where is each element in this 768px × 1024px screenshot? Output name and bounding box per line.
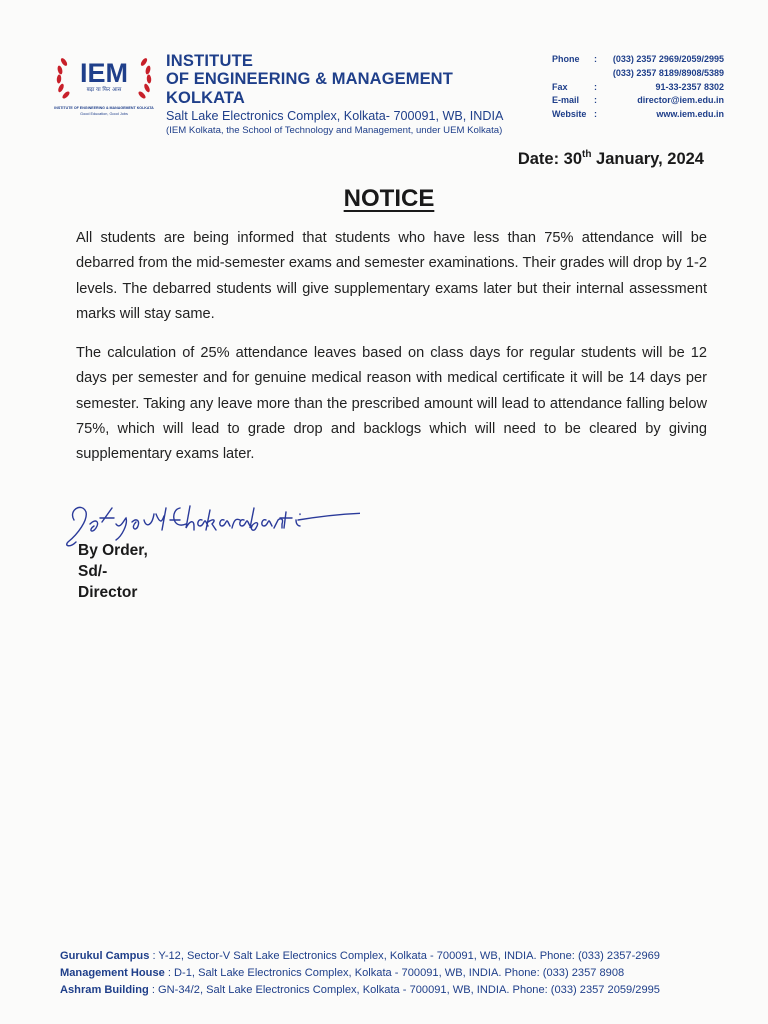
- laurel-logo-icon: [50, 48, 158, 120]
- date-rest: January, 2024: [591, 150, 704, 168]
- notice-date: [518, 149, 704, 169]
- sd-text: Sd/-: [78, 563, 108, 580]
- notice-paragraph-1: All students are being informed that students who have less than 75% attendance will be debarred from the mid-semester exams and semester examinations. Their grades will drop by 1-2 levels. The debarred students will give supplementary exams later but their internal assessment marks will stay same.: [76, 230, 707, 322]
- fax-label: Fax: [552, 81, 568, 92]
- logo-caption-2: Good Education, Good Jobs: [80, 112, 128, 116]
- fax-value: 91-33-2357 8302: [655, 81, 724, 92]
- website-colon: :: [594, 109, 597, 120]
- footer-label-gurukul: Gurukul Campus: [60, 950, 150, 962]
- phone-label: Phone: [552, 54, 580, 64]
- fax-colon: :: [594, 81, 597, 92]
- website-value[interactable]: www.iem.edu.in: [656, 109, 724, 120]
- contact-block: [552, 53, 724, 122]
- email-value[interactable]: director@iem.edu.in: [637, 95, 724, 106]
- signature-block: [78, 540, 148, 603]
- institute-name-line1: INSTITUTE: [166, 52, 254, 70]
- footer-label-ashram: Ashram Building: [60, 984, 149, 996]
- contact-fax-row: [552, 81, 724, 95]
- logo-text: IEM: [79, 58, 129, 88]
- phone-value-1: (033) 2357 2969/2059/2995: [612, 54, 724, 64]
- website-label: Website: [552, 109, 587, 120]
- footer-line-management: [60, 965, 724, 982]
- logo-tagline: बढ़ा या फिर आस: [86, 87, 122, 93]
- date-prefix: Date: 30: [517, 150, 583, 168]
- footer-addresses: [60, 948, 724, 999]
- institute-name-line2: OF ENGINEERING & MANAGEMENT KOLKATA: [166, 70, 453, 107]
- footer-line-ashram: [60, 982, 724, 999]
- iem-logo: [50, 48, 158, 120]
- logo-caption-1: INSTITUTE OF ENGINEERING & MANAGEMENT KOLKATA: [54, 106, 154, 110]
- footer-text-gurukul: : Y-12, Sector-V Salt Lake Electronics Complex, Kolkata - 700091, WB, INDIA. Phone: (033) 2357-2969: [149, 950, 660, 962]
- phone-value-2: (033) 2357 8189/8908/5389: [612, 67, 724, 78]
- contact-phone-row: [552, 53, 724, 67]
- footer-text-management: : D-1, Salt Lake Electronics Complex, Kolkata - 700091, WB, INDIA. Phone: (033) 2357 8908: [164, 967, 625, 979]
- contact-website-row: [552, 108, 724, 122]
- institute-subtitle: (IEM Kolkata, the School of Technology and Management, under UEM Kolkata): [166, 125, 503, 136]
- institute-address: Salt Lake Electronics Complex, Kolkata- 700091, WB, INDIA: [166, 109, 504, 123]
- by-order-text: By Order,: [78, 542, 148, 559]
- footer-text-ashram: : GN-34/2, Salt Lake Electronics Complex, Kolkata - 700091, WB, INDIA. Phone: (033) 2357 2059/2995: [148, 984, 660, 996]
- footer-label-management: Management House: [60, 967, 165, 979]
- email-label: E-mail: [552, 95, 580, 106]
- email-colon: :: [594, 95, 597, 106]
- footer-line-gurukul: [60, 948, 724, 965]
- contact-phone2-row: [552, 67, 724, 81]
- designation-text: Director: [78, 584, 138, 601]
- phone-colon: :: [594, 54, 597, 64]
- notice-title: NOTICE: [343, 185, 435, 212]
- institute-header: [166, 52, 536, 138]
- contact-email-row: [552, 94, 724, 108]
- date-ordinal: th: [582, 149, 592, 160]
- notice-paragraph-2: The calculation of 25% attendance leaves based on class days for regular students will be 12 days per semester and for genuine medical reason with medical certificate it will be 14 days per semester. Taking any leave more than the prescribed amount will lead to attendance falling below 75%, which will lead to grade drop and backlogs which will need to be cleared by giving supplementary exams later.: [76, 345, 707, 463]
